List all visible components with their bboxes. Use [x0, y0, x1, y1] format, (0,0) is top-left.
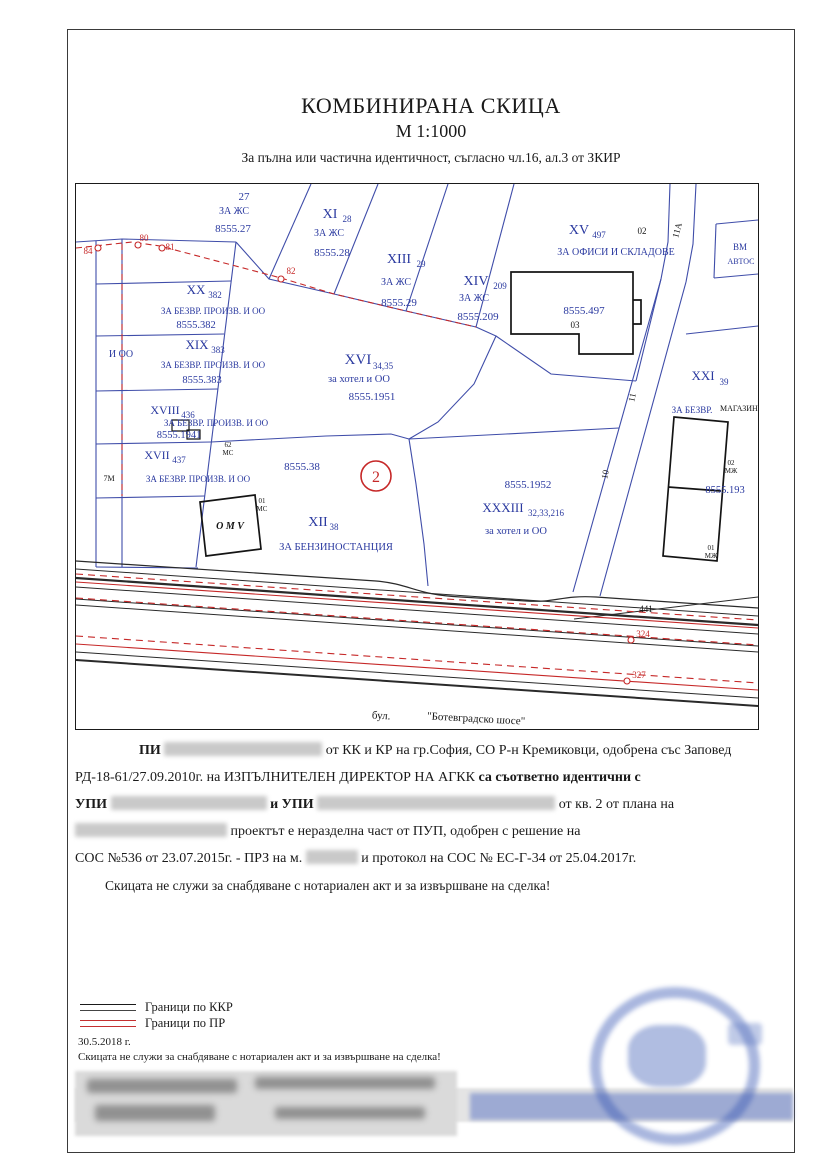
pr-legend-label: Граници по ПР	[145, 1015, 226, 1030]
parcel-xx-use: ЗА БЕЗВР. ПРОИЗВ. И ОО	[160, 306, 266, 316]
parcel-xiii-use: ЗА ЖС	[380, 277, 412, 288]
parcel-xiii-number: 29	[416, 259, 426, 269]
parcel-xii-numeral: XII	[308, 515, 328, 530]
parcel-xii-id: 8555.38	[284, 461, 320, 473]
building-03-label: 03	[570, 320, 580, 330]
round-stamp-watermark	[578, 983, 763, 1135]
point-81-label: 81	[165, 242, 175, 252]
building-02mj-type: МЖ	[724, 467, 738, 475]
parcel-xv-numeral: XV	[568, 223, 590, 238]
omv-building-number: 01	[258, 497, 266, 505]
line1-text: от КК и КР на гр.София, СО Р-н Кремиковци, одобрена със Заповед	[325, 743, 732, 758]
cadastral-map-drawing	[76, 184, 758, 729]
document-date: 30.5.2018 г.	[78, 1036, 131, 1048]
line5-text: СОС №536 от 23.07.2015г. - ПРЗ на м.	[75, 851, 303, 866]
redacted-upi2	[317, 796, 555, 810]
vm-partial-label: ВМ	[732, 242, 748, 252]
parcel-xvii-number: 437	[172, 455, 186, 465]
redacted-upi1	[111, 796, 267, 810]
building-01mj-type: МЖ	[704, 552, 718, 560]
parcel-xvi-use: за хотел и ОО	[328, 374, 390, 385]
street-11a-label: 11А	[670, 221, 684, 239]
parcel-xiv-id: 8555.209	[457, 311, 499, 323]
parcel-xiii-numeral: XIII	[386, 252, 412, 267]
parcel-xiv-use: ЗА ЖС	[458, 293, 490, 304]
parcel-1952-id: 8555.1952	[504, 479, 552, 491]
parcel-xiv-numeral: XIV	[463, 274, 489, 289]
road-441-label: 441	[639, 604, 653, 614]
parcel-27-number: 27	[238, 191, 250, 203]
avtos-partial-label: АВТОС	[727, 257, 755, 266]
stamp-mark	[728, 1023, 762, 1045]
parcel-xviii-id: 8555.1941	[156, 430, 202, 441]
parcel-xv-use: ЗА ОФИСИ И СКЛАДОВЕ	[557, 247, 675, 258]
signature-smudge	[87, 1079, 237, 1093]
parcel-xvii-numeral: XVII	[144, 448, 170, 462]
building-02mj-number: 02	[727, 459, 735, 467]
parcel-xix-numeral: XIX	[185, 337, 209, 352]
boulevard-name: "Ботевградско шосе"	[426, 710, 526, 728]
parcel-xx-number: 382	[208, 290, 222, 300]
parcel-xi-number: 28	[342, 214, 352, 224]
point-324-label: 324	[636, 629, 650, 639]
parcel-xvi-id: 8555.1951	[348, 391, 396, 403]
signature-smudge	[255, 1077, 435, 1089]
line4-text: проектът е неразделна част от ПУП, одобрен с решение на	[230, 824, 581, 839]
upi2-label: и УПИ	[270, 797, 314, 812]
parcel-xviii-numeral: XVIII	[150, 403, 180, 417]
signature-smudge	[275, 1107, 425, 1119]
document-title: КОМБИНИРАНА СКИЦА	[301, 93, 561, 118]
parcel-xix-use: ЗА БЕЗВР. ПРОИЗВ. И ОО	[160, 360, 266, 370]
redacted-pi-number	[164, 742, 322, 756]
footer-disclaimer: Скицата не служи за снабдяване с нотариален акт и за извършване на сделка!	[78, 1051, 441, 1063]
legend-row-pr	[80, 1015, 233, 1031]
line3-text: от кв. 2 от плана на	[558, 797, 675, 812]
point-80-label: 80	[139, 233, 149, 243]
parcel-xxxiii-numeral: XXXIII	[482, 500, 524, 515]
parcel-xvii-use: ЗА БЕЗВР. ПРОИЗВ. И ОО	[145, 474, 251, 484]
parcel-xxi-use: ЗА БЕЗВР.	[671, 405, 713, 415]
kkr-legend-label: Граници по ККР	[145, 999, 233, 1014]
point-327-label: 327	[632, 670, 646, 680]
kkr-line-sample	[80, 1004, 136, 1011]
legend-row-kkr	[80, 999, 233, 1015]
pr-line-sample	[80, 1020, 136, 1027]
parcel-xviii-use: ЗА БЕЗВР. ПРОИЗВ. И ОО	[163, 418, 269, 428]
boulevard-prefix: бул.	[371, 709, 391, 723]
ioo-partial-label: И ОО	[108, 349, 134, 360]
parcel-xiii-id: 8555.29	[381, 297, 417, 309]
parcel-xxxiii-use: за хотел и ОО	[485, 526, 547, 537]
document-header	[68, 93, 794, 166]
parcel-xxi-numeral: XXI	[691, 368, 715, 383]
parcel-xxxiii-number: 32,33,216	[528, 508, 564, 518]
parcel-xv-number: 497	[592, 230, 606, 240]
parcel-xx-id: 8555.382	[176, 320, 216, 331]
line5b-text: и протокол на СОС № ЕС-Г-34 от 25.04.2017г.	[361, 851, 637, 866]
omv-building-type: МС	[256, 505, 268, 513]
point-84-label: 84	[83, 246, 93, 256]
stamp-core	[628, 1025, 706, 1087]
parcel-xvi-number: 34,35	[372, 361, 394, 371]
omv-label: О М V	[216, 521, 244, 532]
redacted-signature-block	[75, 1071, 457, 1136]
parcel-xii-number: 38	[329, 522, 339, 532]
document-subtitle: За пълна или частична идентичност, съгласно чл.16, ал.3 от ЗКИР	[241, 150, 621, 165]
building-01mj-number: 01	[707, 544, 715, 552]
parcel-xviii-number: 436	[181, 410, 195, 420]
parcel-xix-id: 8555.383	[182, 375, 222, 386]
parcel-xix-number: 383	[211, 345, 225, 355]
parcel-xvi-numeral: XVI	[344, 352, 372, 368]
parcel-xi-use: ЗА ЖС	[313, 228, 345, 239]
description-paragraph	[75, 737, 765, 872]
road-lines	[76, 561, 758, 706]
signature-smudge	[95, 1105, 215, 1121]
street-10-label: 10	[599, 468, 611, 480]
building-ms-label: МС	[222, 449, 234, 457]
parcel-193-id: 8555.193	[705, 485, 745, 496]
magazin-partial-label: МАГАЗИН	[720, 404, 758, 413]
parcel-xv-id: 8555.497	[563, 305, 605, 317]
parcel-27-id: 8555.27	[215, 223, 251, 235]
cadastral-map	[75, 183, 759, 730]
parcel-27-use: ЗА ЖС	[218, 206, 250, 217]
label-7m: 7М	[103, 474, 115, 483]
pi-label: ПИ	[139, 743, 161, 758]
identity-point-2: 2	[372, 469, 380, 486]
disclaimer-note: Скицата не служи за снабдяване с нотариален акт и за извършване на сделка!	[105, 878, 551, 893]
redacted-locality	[306, 850, 358, 864]
parcel-xi-id: 8555.28	[314, 247, 350, 259]
parcel-xi-numeral: XI	[322, 207, 338, 222]
parcel-xx-numeral: XX	[186, 282, 206, 297]
building-02-label: 02	[637, 226, 647, 236]
document-scale: М 1:1000	[395, 121, 467, 141]
point-82-label: 82	[286, 266, 296, 276]
map-legend	[80, 999, 233, 1031]
line2-text: РД-18-61/27.09.2010г. на ИЗПЪЛНИТЕЛЕН ДИРЕКТОР НА АГКК	[75, 770, 475, 785]
kkr-boundary-lines	[76, 184, 758, 596]
upi1-label: УПИ	[75, 797, 108, 812]
parcel-xii-use: ЗА БЕНЗИНОСТАНЦИЯ	[279, 542, 393, 553]
parcel-xxi-number: 39	[719, 377, 729, 387]
building-62-label: 62	[224, 441, 232, 449]
parcel-xiv-number: 209	[493, 281, 507, 291]
redacted-plan-name	[75, 823, 227, 837]
street-11-label: 11	[626, 392, 638, 403]
line2-bold-text: са съответно идентични с	[478, 770, 641, 785]
